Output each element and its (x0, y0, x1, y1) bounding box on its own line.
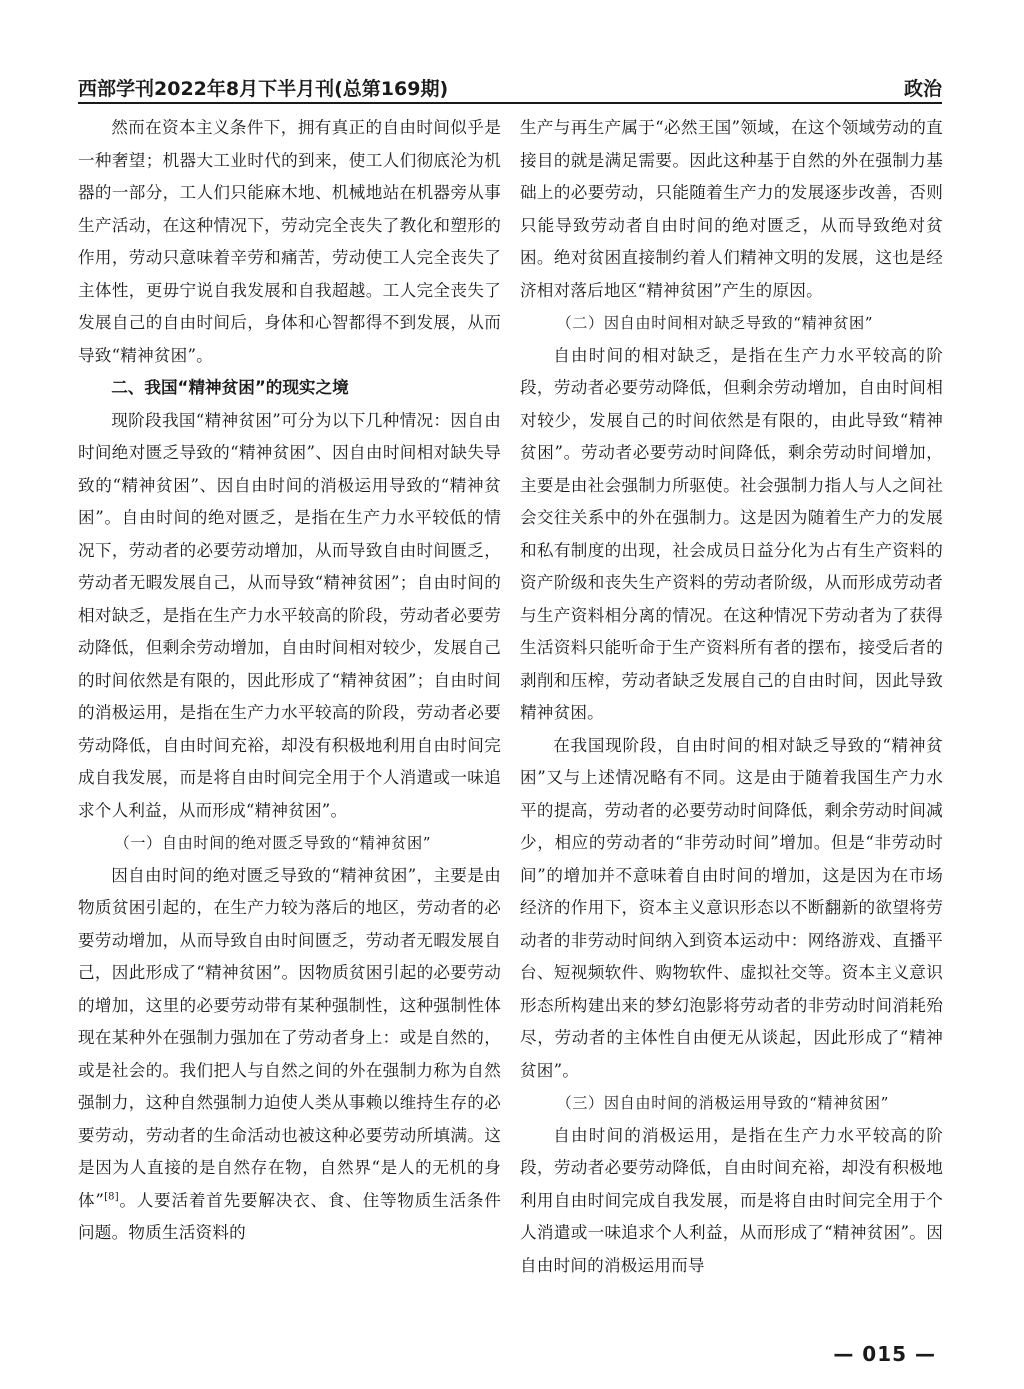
subsection-heading: （一）自由时间的绝对匮乏导致的“精神贫困” (114, 834, 432, 852)
paragraph: 然而在资本主义条件下，拥有真正的自由时间似乎是一种奢望；机器大工业时代的到来，使工人们彻底沦为机器的一部分，工人们只能麻木地、机械地站在机器旁从事生产活动，在这种情况下，劳动完全丧失了教化和塑形的作用，劳动只意味着辛劳和痛苦，劳动使工人完全丧失了主体性，更毋宁说自我发展和自我超越。工人完全丧失了发展自己的自由时间后，身体和心智都得不到发展，从而导致“精神贫困”。 (78, 118, 501, 365)
paragraph (78, 860, 501, 1250)
section-heading: 二、我国“精神贫困”的现实之境 (111, 378, 349, 397)
page-header (78, 70, 942, 104)
paragraph-text: 因自由时间的绝对匮乏导致的“精神贫困”，主要是由物质贫困引起的，在生产力较为落后的地区，劳动者的必要劳动增加，从而导致自由时间匮乏，劳动者无暇发展自己，因此形成了“精神贫困”。因物质贫困引起的必要劳动的增加，这里的必要劳动带有某种强制性，这种强制性体现在某种外在强制力强加在了劳动者身上：或是自然的，或是社会的。我们把人与自然之间的外在强制力称为自然强制力，这种自然强制力迫使人类从事赖以维持生存的必要劳动，劳动者的生命活动也被这种必要劳动所填满。这是因为人直接的是自然存在物，自然界“是人的无机的身体” (78, 865, 501, 1210)
subsection-heading: （三）因自由时间的消极运用导致的“精神贫困” (556, 1094, 889, 1112)
paragraph: 现阶段我国“精神贫困”可分为以下几种情况：因自由时间绝对匮乏导致的“精神贫困”、因自由时间相对缺失导致的“精神贫困”、因自由时间的消极运用导致的“精神贫困”。自由时间的绝对匮乏，是指在生产力水平较低的情况下，劳动者的必要劳动增加，从而导致自由时间匮乏，劳动者无暇发展自己，从而导致“精神贫困”；自由时间的相对缺乏，是指在生产力水平较高的阶段，劳动者必要劳动降低，但剩余劳动增加，自由时间相对较少，发展自己的时间依然是有限的，因此形成了“精神贫困”；自由时间的消极运用，是指在生产力水平较高的阶段，劳动者必要劳动降低，自由时间充裕，却没有积极地利用自由时间完成自我发展，而是将自由时间完全用于个人消遣或一味追求个人利益，从而形成“精神贫困”。 (78, 410, 501, 820)
subsection-heading: （二）因自由时间相对缺乏导致的“精神贫困” (556, 314, 874, 332)
paragraph: 在我国现阶段，自由时间的相对缺乏导致的“精神贫困”又与上述情况略有不同。这是由于随着我国生产力水平的提高，劳动者的必要劳动时间降低，剩余劳动时间减少，相应的劳动者的“非劳动时间”增加。但是“非劳动时间”的增加并不意味着自由时间的增加，这是因为在市场经济的作用下，资本主义意识形态以不断翻新的欲望将劳动者的非劳动时间纳入到资本运动中：网络游戏、直播平台、短视频软件、购物软件、虚拟社交等。资本主义意识形态所构建出来的梦幻泡影将劳动者的非劳动时间消耗殆尽，劳动者的主体性自由便无从谈起，因此形成了“精神贫困”。 (520, 735, 943, 1080)
left-column (78, 112, 501, 1250)
page-number: — 015 — (833, 1342, 936, 1366)
paragraph: 自由时间的消极运用，是指在生产力水平较高的阶段，劳动者必要劳动降低，自由时间充裕，却没有积极地利用自由时间完成自我发展，而是将自由时间完全用于个人消遣或一味追求个人利益，从而形成了“精神贫困”。因自由时间的消极运用而导 (520, 1125, 943, 1275)
paragraph: 自由时间的相对缺乏，是指在生产力水平较高的阶段，劳动者必要劳动降低，但剩余劳动增加，自由时间相对较少，发展自己的时间依然是有限的，由此导致“精神贫困”。劳动者必要劳动时间降低，剩余劳动时间增加，主要是由社会强制力所驱使。社会强制力指人与人之间社会交往关系中的外在强制力。这是因为随着生产力的发展和私有制度的出现，社会成员日益分化为占有生产资料的资产阶级和丧失生产资料的劳动者阶级，从而形成劳动者与生产资料相分离的情况。在这种情况下劳动者为了获得生活资料只能听命于生产资料所有者的摆布，接受后者的剥削和压榨，劳动者缺乏发展自己的自由时间，因此导致精神贫困。 (520, 345, 943, 722)
citation-marker: [8] (104, 1190, 119, 1202)
paragraph: 生产与再生产属于“必然王国”领域，在这个领域劳动的直接目的就是满足需要。因此这种基于自然的外在强制力基础上的必要劳动，只能随着生产力的发展逐步改善，否则只能导致劳动者自由时间的绝对匮乏，从而导致绝对贫困。绝对贫困直接制约着人们精神文明的发展，这也是经济相对落后地区“精神贫困”产生的原因。 (520, 118, 943, 300)
section-label: 政治 (903, 78, 942, 100)
journal-title: 西部学刊2022年8月下半月刊(总第169期) (78, 78, 449, 100)
right-column (520, 112, 943, 1282)
header-rule (78, 102, 942, 104)
paragraph-text: 。人要活着首先要解决衣、食、住等物质生活条件问题。物质生活资料的 (78, 1190, 501, 1242)
